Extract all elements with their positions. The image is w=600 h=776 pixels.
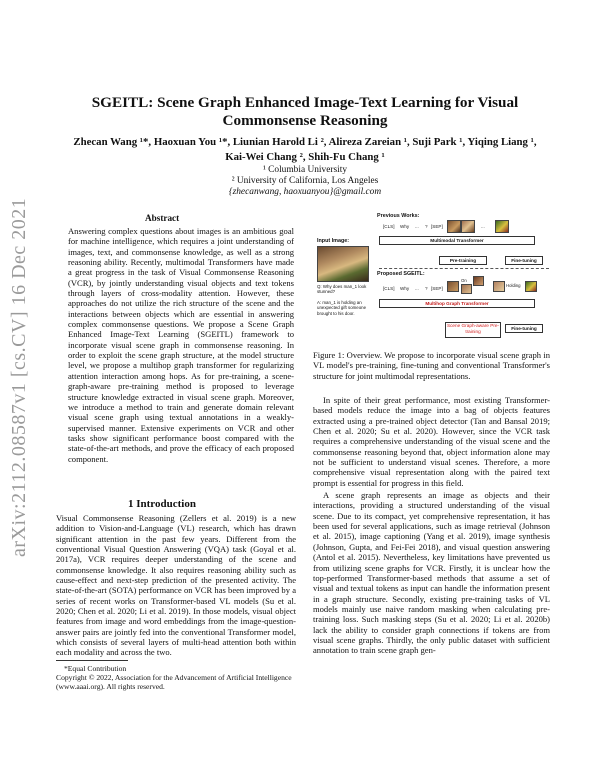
token-question-mark: ? bbox=[425, 286, 428, 291]
author-list: Zhecan Wang ¹*, Haoxuan You ¹*, Liunian Harold Li ², Alireza Zareian ¹, Suji Park ¹, Yiqing Liang ¹, Kai-Wei Chang ², Shih-Fu Chang ¹ bbox=[73, 136, 537, 163]
right-column-body bbox=[313, 395, 550, 656]
abstract-heading: Abstract bbox=[145, 213, 180, 223]
finetuning-box-top: Fine-tuning bbox=[505, 256, 543, 265]
token-question-mark: ? bbox=[425, 224, 428, 229]
token-cls: [CLS] bbox=[383, 224, 395, 229]
token-why: Why bbox=[400, 224, 410, 229]
question-text: Q: Why does man_1 look stunned? bbox=[317, 284, 367, 295]
pretraining-box: Pre-training bbox=[439, 256, 487, 265]
introduction-heading: 1 Introduction bbox=[128, 498, 196, 510]
affiliation-columbia: ¹ Columbia University bbox=[262, 165, 348, 175]
introduction-body bbox=[56, 513, 296, 658]
abstract-text: Answering complex questions about images is an ambitious goal for machine intelligence, which requires a joint understanding of images, text, and commonsense knowledge, as well as a strong reasoning ability. Recently, multimodal Transformers have made a great progress in the task of Visual Commonsense Reasoning (VCR), by jointly understanding visual objects and text tokens through layers of cross-modality attention. However, these approaches do not utilize the rich structure of the scene and the interactions between objects which are essential in answering complex commonsense questions. We propose a Scene Graph Enhanced Image-Text Learning (SGEITL) framework to incorporate visual scene graph in commonsense reasoning. In order to exploit the scene graph structure, at the model structure level, we propose a multihop graph transformer for regularizing attention interaction among hops. As for pre-training, a scene-graph-aware pre-training method is proposed to leverage structure knowledge extracted in visual scene graph. Moreover, we introduce a method to train and generate domain relevant visual scene graph using textual annotations in a weakly-supervised manner. Extensive experiments on VCR and other tasks show significant performance boost compared with the state-of-the-art methods, and prove the efficacy of each proposed component. bbox=[68, 226, 294, 464]
token-ellipsis: ... bbox=[415, 224, 419, 229]
object-thumbnail bbox=[495, 220, 509, 233]
relation-on-label: On bbox=[461, 278, 467, 283]
multihop-graph-transformer-box: Multihop Graph Transformer bbox=[379, 299, 535, 308]
paper-title: SGEITL: Scene Graph Enhanced Image-Text Learning for Visual Commonsense Reasoning bbox=[91, 94, 519, 129]
relation-holding-label: Holding bbox=[506, 283, 521, 288]
figure-caption bbox=[313, 350, 550, 381]
scene-graph-node bbox=[525, 281, 537, 292]
contact-emails: {zhecanwang, haoxuanyou}@gmail.com bbox=[228, 187, 382, 197]
affiliation-ucla: ² University of California, Los Angeles bbox=[231, 176, 379, 186]
object-thumbnail bbox=[461, 220, 475, 233]
footnote-rule bbox=[56, 660, 128, 661]
scene-graph-node bbox=[461, 284, 472, 294]
section-divider bbox=[379, 268, 549, 269]
footnote-copyright: Copyright © 2022, Association for the Advancement of Artificial Intelligence (www.aaai.org). All rights reserved. bbox=[56, 673, 292, 692]
token-sep: [SEP] bbox=[431, 286, 443, 291]
introduction-paragraph: Visual Commonsense Reasoning (Zellers et al. 2019) is a new addition to Vision-and-Language (VL) research, which has drawn significant attention in the past few years. Different from the conventional Visual Question Answering (VQA) task (Goyal et al. 2017a), VCR requires deeper understanding of the scene and commonsense knowledge. It also requires reasoning ability such as cause-effect and next-step prediction of the presented activity. The state-of-the-art (SOTA) performance on VCR has been improved by a series of recent works on Transformer-based VL models (Su et al. 2020; Chen et al. 2020; Li et al. 2019). In those models, visual object features from image and word embeddings from the image-question-answer pairs are jointly fed into the conventional Transformer model, which consists of several layers of multi-head attention both within each modality and across the two. bbox=[56, 513, 296, 658]
scene-graph-node bbox=[493, 281, 505, 292]
token-ellipsis: ... bbox=[481, 224, 485, 229]
input-image-label: Input Image: bbox=[317, 238, 350, 244]
multimodal-transformer-box: Multimodal Transformer bbox=[379, 236, 535, 245]
figure-1-overview bbox=[313, 210, 553, 340]
finetuning-box-bottom: Fine-tuning bbox=[505, 324, 543, 333]
token-cls: [CLS] bbox=[383, 286, 395, 291]
answer-text: A: man_1 is holding an unexpected gift someone brought to his door. bbox=[317, 300, 367, 316]
paragraph-scene-graph: A scene graph represents an image as objects and their interactions, providing a structured understanding of the visual scene. Due to its compact, yet comprehensive representation, it has been used for several applications, such as image retrieval (Johnson et al. 2015), image captioning (Yang et al. 2019), image synthesis (Johnson, Gupta, and Fei-Fei 2018), and visual question answering (Antol et al. 2015). Nevertheless, key limitations have prevented us from utilizing scene graphs for VCR. Firstly, it is unclear how the top-performed Transformer-based methods that assume a set of visual and textual tokens as input can handle the information present in a graph structure. Secondly, existing pre-training tasks of VL models mainly use naive random masking when calculating pre-training loss. Such masking steps (Su et al. 2020; Li et al. 2020b) lack the ability to consider graph connections if tokens are from visual scene graphs. Thirdly, the only public dataset with sufficient annotation to train scene graph gen- bbox=[313, 490, 550, 656]
input-scene-image bbox=[317, 246, 369, 282]
affiliations bbox=[140, 165, 470, 198]
proposed-sgeitl-label: Proposed SGEITL: bbox=[377, 271, 425, 277]
paragraph-transformer-limits: In spite of their great performance, most existing Transformer-based models reduce the image into a bag of objects features extracted using a pre-trained object detector (Tan and Bansal 2019; Chen et al. 2020; Su et al. 2020). However, since the VCR task requires a comprehensive understanding of the visual scene and the commonsense reasoning beyond that, object information alone may not be sufficient to understand visual scenes. Therefore, a more comprehensive visual representation along with the paired text prompt is essential for progress in this field. bbox=[313, 395, 550, 488]
token-why: Why bbox=[400, 286, 410, 291]
scene-graph-pretraining-box: Scene Graph-aware Pre-training bbox=[445, 322, 501, 338]
token-sep: [SEP] bbox=[431, 224, 443, 229]
footnotes bbox=[56, 664, 296, 692]
scene-graph-node bbox=[473, 276, 484, 286]
object-thumbnail bbox=[447, 220, 461, 233]
figure-caption-text: Figure 1: Overview. We propose to incorporate visual scene graph in VL model's pre-training, fine-tuning and conventional Transformer's structure for joint multimodal representations. bbox=[313, 350, 550, 381]
scene-graph-node bbox=[447, 281, 459, 292]
arxiv-identifier: arXiv:2112.08587v1 [cs.CV] 16 Dec 2021 bbox=[8, 197, 30, 557]
previous-works-label: Previous Works: bbox=[377, 213, 420, 219]
token-ellipsis: ... bbox=[415, 286, 419, 291]
abstract-body bbox=[68, 226, 294, 464]
footnote-equal-contribution: *Equal Contribution bbox=[64, 664, 127, 673]
